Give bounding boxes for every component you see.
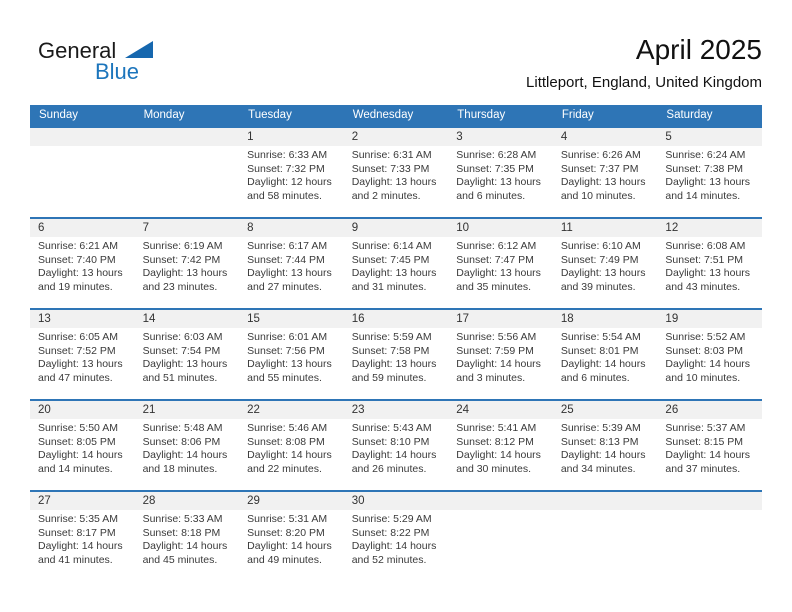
day-number: 14 xyxy=(135,310,240,328)
calendar-cell-day-7 xyxy=(135,219,240,308)
day-details xyxy=(448,146,553,203)
sunrise-line: Sunrise: 6:19 AM xyxy=(142,240,223,252)
day-details xyxy=(657,146,762,203)
calendar-cell-day-8 xyxy=(239,219,344,308)
sunrise-line: Sunrise: 6:10 AM xyxy=(560,240,641,252)
day-details xyxy=(553,237,658,294)
day-number: 22 xyxy=(239,401,344,419)
calendar-cell-day-20 xyxy=(30,401,135,490)
day-number: 20 xyxy=(30,401,135,419)
daylight-line: Daylight: 13 hours and 39 minutes. xyxy=(560,267,646,293)
calendar-cell-day-15 xyxy=(239,310,344,399)
sunset-line: Sunset: 8:08 PM xyxy=(247,435,325,448)
day-details xyxy=(448,237,553,294)
daylight-line: Daylight: 14 hours and 3 minutes. xyxy=(456,358,541,384)
sunset-line: Sunset: 7:32 PM xyxy=(247,162,325,175)
calendar-cell-day-25 xyxy=(553,401,658,490)
sunset-line: Sunset: 8:17 PM xyxy=(38,526,116,539)
calendar-weeks xyxy=(30,126,762,581)
sunset-line: Sunset: 7:40 PM xyxy=(38,253,116,266)
daylight-line: Daylight: 14 hours and 14 minutes. xyxy=(38,449,123,475)
sunset-line: Sunset: 8:06 PM xyxy=(142,435,221,448)
day-details xyxy=(30,510,135,567)
day-number: 23 xyxy=(344,401,449,419)
sunrise-line: Sunrise: 5:46 AM xyxy=(247,422,328,434)
day-number: 4 xyxy=(553,128,658,146)
calendar-cell-day-9 xyxy=(344,219,449,308)
sunset-line: Sunset: 7:37 PM xyxy=(560,162,639,175)
sunset-line: Sunset: 7:59 PM xyxy=(456,344,534,357)
sunset-line: Sunset: 7:54 PM xyxy=(142,344,221,357)
calendar-cell-day-6 xyxy=(30,219,135,308)
day-number xyxy=(657,492,762,510)
day-number: 27 xyxy=(30,492,135,510)
day-details xyxy=(344,237,449,294)
logo-text-general: General xyxy=(38,38,117,63)
sunrise-line: Sunrise: 6:33 AM xyxy=(247,149,328,161)
sunset-line: Sunset: 7:49 PM xyxy=(560,253,639,266)
calendar-cell-day-5 xyxy=(657,128,762,217)
weekday-header-row xyxy=(30,105,762,126)
weekday-header-wednesday: Wednesday xyxy=(352,109,414,121)
sunrise-line: Sunrise: 5:50 AM xyxy=(38,422,118,434)
calendar-cell-day-3 xyxy=(448,128,553,217)
weekday-header-thursday: Thursday xyxy=(457,109,506,121)
day-details xyxy=(657,237,762,294)
sunrise-line: Sunrise: 5:31 AM xyxy=(247,513,328,525)
day-details xyxy=(30,419,135,476)
sunrise-line: Sunrise: 6:21 AM xyxy=(38,240,118,252)
daylight-line: Daylight: 14 hours and 10 minutes. xyxy=(665,358,751,384)
day-details xyxy=(239,510,344,567)
day-details xyxy=(30,237,135,294)
day-details xyxy=(344,146,449,203)
logo-text-blue: Blue xyxy=(95,59,140,84)
daylight-line: Daylight: 14 hours and 41 minutes. xyxy=(38,540,123,566)
calendar-cell-day-18 xyxy=(553,310,658,399)
day-number xyxy=(553,492,658,510)
day-details xyxy=(553,146,658,203)
sunset-line: Sunset: 7:56 PM xyxy=(247,344,325,357)
week-row xyxy=(30,308,762,399)
calendar-cell-day-24 xyxy=(448,401,553,490)
day-details xyxy=(239,328,344,385)
sunset-line: Sunset: 7:52 PM xyxy=(38,344,116,357)
weekday-header-friday: Friday xyxy=(561,109,594,121)
day-details xyxy=(657,328,762,385)
daylight-line: Daylight: 14 hours and 45 minutes. xyxy=(142,540,228,566)
calendar-cell-day-29 xyxy=(239,492,344,581)
daylight-line: Daylight: 14 hours and 34 minutes. xyxy=(560,449,646,475)
sunrise-line: Sunrise: 6:05 AM xyxy=(38,331,118,343)
day-number: 25 xyxy=(553,401,658,419)
sunset-line: Sunset: 7:38 PM xyxy=(665,162,744,175)
sunrise-line: Sunrise: 5:37 AM xyxy=(665,422,746,434)
sunrise-line: Sunrise: 5:54 AM xyxy=(560,331,641,343)
daylight-line: Daylight: 14 hours and 49 minutes. xyxy=(247,540,332,566)
day-number: 17 xyxy=(448,310,553,328)
day-number: 18 xyxy=(553,310,658,328)
daylight-line: Daylight: 13 hours and 6 minutes. xyxy=(456,176,541,202)
day-number xyxy=(135,128,240,146)
sunrise-line: Sunrise: 5:43 AM xyxy=(351,422,432,434)
sunset-line: Sunset: 7:35 PM xyxy=(456,162,534,175)
calendar-cell-empty xyxy=(30,128,135,217)
day-number xyxy=(30,128,135,146)
sunrise-line: Sunrise: 6:03 AM xyxy=(142,331,223,343)
calendar-cell-day-23 xyxy=(344,401,449,490)
daylight-line: Daylight: 13 hours and 19 minutes. xyxy=(38,267,123,293)
day-details xyxy=(135,237,240,294)
daylight-line: Daylight: 13 hours and 59 minutes. xyxy=(351,358,437,384)
daylight-line: Daylight: 13 hours and 35 minutes. xyxy=(456,267,541,293)
calendar-cell-day-1 xyxy=(239,128,344,217)
day-details xyxy=(344,510,449,567)
daylight-line: Daylight: 14 hours and 37 minutes. xyxy=(665,449,751,475)
day-number: 6 xyxy=(30,219,135,237)
daylight-line: Daylight: 12 hours and 58 minutes. xyxy=(247,176,332,202)
daylight-line: Daylight: 14 hours and 22 minutes. xyxy=(247,449,332,475)
calendar-cell-day-27 xyxy=(30,492,135,581)
sunrise-line: Sunrise: 5:29 AM xyxy=(351,513,432,525)
sunrise-line: Sunrise: 6:26 AM xyxy=(560,149,641,161)
sunrise-line: Sunrise: 6:28 AM xyxy=(456,149,537,161)
week-row xyxy=(30,399,762,490)
sunrise-line: Sunrise: 5:48 AM xyxy=(142,422,223,434)
sunset-line: Sunset: 8:20 PM xyxy=(247,526,325,539)
sunset-line: Sunset: 8:12 PM xyxy=(456,435,534,448)
day-details xyxy=(239,419,344,476)
calendar-cell-day-26 xyxy=(657,401,762,490)
calendar-cell-empty xyxy=(657,492,762,581)
calendar-cell-day-13 xyxy=(30,310,135,399)
page-title: April 2025 xyxy=(635,34,762,65)
day-number: 12 xyxy=(657,219,762,237)
sunrise-line: Sunrise: 6:17 AM xyxy=(247,240,328,252)
daylight-line: Daylight: 13 hours and 14 minutes. xyxy=(665,176,751,202)
sunset-line: Sunset: 8:22 PM xyxy=(351,526,430,539)
day-number: 13 xyxy=(30,310,135,328)
sunrise-line: Sunrise: 5:33 AM xyxy=(142,513,223,525)
sunset-line: Sunset: 7:42 PM xyxy=(142,253,221,266)
daylight-line: Daylight: 13 hours and 2 minutes. xyxy=(351,176,437,202)
sunset-line: Sunset: 8:13 PM xyxy=(560,435,639,448)
weekday-header-monday: Monday xyxy=(143,109,185,121)
calendar-cell-day-4 xyxy=(553,128,658,217)
daylight-line: Daylight: 13 hours and 31 minutes. xyxy=(351,267,437,293)
day-number: 7 xyxy=(135,219,240,237)
day-number: 9 xyxy=(344,219,449,237)
day-details xyxy=(239,237,344,294)
day-number: 21 xyxy=(135,401,240,419)
calendar-cell-day-16 xyxy=(344,310,449,399)
calendar-cell-day-17 xyxy=(448,310,553,399)
day-details xyxy=(344,328,449,385)
day-number: 28 xyxy=(135,492,240,510)
daylight-line: Daylight: 14 hours and 30 minutes. xyxy=(456,449,541,475)
calendar-cell-day-30 xyxy=(344,492,449,581)
day-number: 1 xyxy=(239,128,344,146)
weekday-header-tuesday: Tuesday xyxy=(248,109,292,121)
sunrise-line: Sunrise: 5:35 AM xyxy=(38,513,118,525)
sunset-line: Sunset: 8:18 PM xyxy=(142,526,221,539)
calendar-cell-day-2 xyxy=(344,128,449,217)
general-blue-logo xyxy=(38,40,168,90)
calendar-cell-day-11 xyxy=(553,219,658,308)
day-number: 11 xyxy=(553,219,658,237)
day-number: 2 xyxy=(344,128,449,146)
week-row xyxy=(30,217,762,308)
day-number: 15 xyxy=(239,310,344,328)
day-details xyxy=(448,419,553,476)
sunrise-line: Sunrise: 6:14 AM xyxy=(351,240,432,252)
sunrise-line: Sunrise: 6:24 AM xyxy=(665,149,746,161)
day-number: 19 xyxy=(657,310,762,328)
calendar-cell-day-22 xyxy=(239,401,344,490)
page-subtitle: Littleport, England, United Kingdom xyxy=(526,74,762,91)
daylight-line: Daylight: 14 hours and 52 minutes. xyxy=(351,540,437,566)
sunset-line: Sunset: 8:03 PM xyxy=(665,344,744,357)
title-block xyxy=(526,34,762,91)
daylight-line: Daylight: 13 hours and 23 minutes. xyxy=(142,267,228,293)
sunrise-line: Sunrise: 5:41 AM xyxy=(456,422,537,434)
daylight-line: Daylight: 13 hours and 27 minutes. xyxy=(247,267,332,293)
sunrise-line: Sunrise: 6:31 AM xyxy=(351,149,432,161)
day-number: 8 xyxy=(239,219,344,237)
daylight-line: Daylight: 13 hours and 51 minutes. xyxy=(142,358,228,384)
daylight-line: Daylight: 13 hours and 55 minutes. xyxy=(247,358,332,384)
day-number: 16 xyxy=(344,310,449,328)
day-number: 29 xyxy=(239,492,344,510)
sunset-line: Sunset: 7:45 PM xyxy=(351,253,430,266)
calendar-cell-day-10 xyxy=(448,219,553,308)
day-details xyxy=(553,419,658,476)
sunset-line: Sunset: 7:33 PM xyxy=(351,162,430,175)
calendar-cell-day-21 xyxy=(135,401,240,490)
sunrise-line: Sunrise: 5:56 AM xyxy=(456,331,537,343)
day-number: 10 xyxy=(448,219,553,237)
day-details xyxy=(30,328,135,385)
calendar-cell-day-19 xyxy=(657,310,762,399)
daylight-line: Daylight: 14 hours and 18 minutes. xyxy=(142,449,228,475)
daylight-line: Daylight: 13 hours and 10 minutes. xyxy=(560,176,646,202)
sunset-line: Sunset: 7:44 PM xyxy=(247,253,325,266)
day-details xyxy=(448,328,553,385)
sunrise-line: Sunrise: 5:59 AM xyxy=(351,331,432,343)
day-number: 5 xyxy=(657,128,762,146)
day-details xyxy=(657,419,762,476)
sunrise-line: Sunrise: 5:39 AM xyxy=(560,422,641,434)
daylight-line: Daylight: 14 hours and 26 minutes. xyxy=(351,449,437,475)
sunset-line: Sunset: 8:10 PM xyxy=(351,435,430,448)
day-details xyxy=(344,419,449,476)
sunset-line: Sunset: 7:47 PM xyxy=(456,253,534,266)
day-details xyxy=(553,328,658,385)
day-details xyxy=(135,419,240,476)
calendar-grid xyxy=(30,105,762,581)
sunset-line: Sunset: 7:51 PM xyxy=(665,253,744,266)
calendar-cell-day-28 xyxy=(135,492,240,581)
sunset-line: Sunset: 8:01 PM xyxy=(560,344,639,357)
day-details xyxy=(135,510,240,567)
weekday-header-sunday: Sunday xyxy=(39,109,79,121)
day-number: 26 xyxy=(657,401,762,419)
day-details xyxy=(239,146,344,203)
weekday-header-saturday: Saturday xyxy=(666,109,713,121)
sunset-line: Sunset: 8:05 PM xyxy=(38,435,116,448)
sunset-line: Sunset: 7:58 PM xyxy=(351,344,430,357)
calendar-cell-empty xyxy=(448,492,553,581)
day-number: 3 xyxy=(448,128,553,146)
day-number: 30 xyxy=(344,492,449,510)
week-row xyxy=(30,126,762,217)
sunrise-line: Sunrise: 5:52 AM xyxy=(665,331,746,343)
calendar-cell-empty xyxy=(135,128,240,217)
daylight-line: Daylight: 13 hours and 47 minutes. xyxy=(38,358,123,384)
calendar-cell-empty xyxy=(553,492,658,581)
calendar-cell-day-12 xyxy=(657,219,762,308)
day-details xyxy=(135,328,240,385)
daylight-line: Daylight: 13 hours and 43 minutes. xyxy=(665,267,751,293)
week-row xyxy=(30,490,762,581)
sunrise-line: Sunrise: 6:01 AM xyxy=(247,331,328,343)
calendar-cell-day-14 xyxy=(135,310,240,399)
day-number xyxy=(448,492,553,510)
sunrise-line: Sunrise: 6:12 AM xyxy=(456,240,537,252)
sunset-line: Sunset: 8:15 PM xyxy=(665,435,744,448)
daylight-line: Daylight: 14 hours and 6 minutes. xyxy=(560,358,646,384)
day-number: 24 xyxy=(448,401,553,419)
sunrise-line: Sunrise: 6:08 AM xyxy=(665,240,746,252)
